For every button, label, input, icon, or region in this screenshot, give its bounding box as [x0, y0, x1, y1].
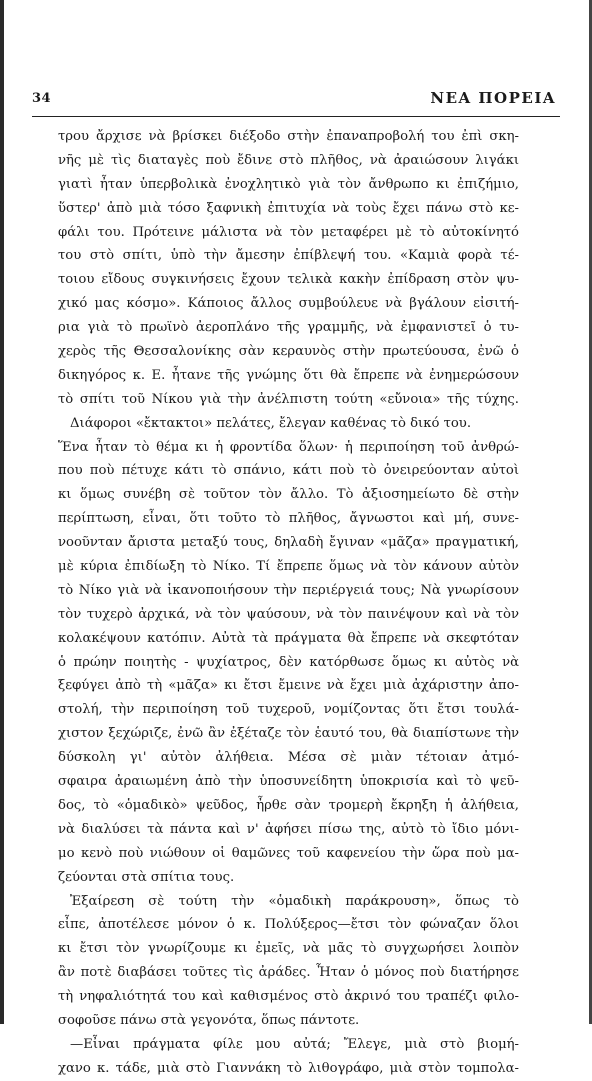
text-line: ζεύονται στὰ σπίτια τους.: [58, 869, 235, 885]
text-line: γιατὶ ἦταν ὑπερβολικὰ ἐνοχλητικὸ γιὰ τὸν ἄνθρωπο κι ἐπιζήμιο,: [58, 176, 519, 192]
text-line: τὸν τυχερὸ ἀρχικά, νὰ τὸν ψαύσουν, νὰ τὸν παινέψουν καὶ νὰ τὸν: [58, 606, 519, 622]
scan-edge-left: [0, 0, 4, 1024]
text-line: τοιου εἴδους συγκινήσεις ἔχουν τελικὰ κακὴν ἐπίδραση στὸν ψυ-: [58, 272, 519, 288]
text-line: κι ἔτσι τὸν γνωρίζουμε κι ἐμεῖς, νὰ μᾶς τὸ συγχωρήσει λοιπὸν: [58, 941, 519, 957]
text-line: χιστον ξεχώριζε, ἐνῶ ἂν ἐξέταζε τὸν ἑαυτό του, θὰ διαπίστωνε τὴν: [58, 726, 519, 742]
text-line: ὁ πρώην ποιητὴς - ψυχίατρος, δὲν κατόρθωσε ὅμως κι αὐτὸς νὰ: [58, 654, 519, 670]
text-line: μὲ κύρια ἐπιδίωξη τὸ Νίκο. Τί ἔπρεπε ὅμως νὰ τὸν κάνουν αὐτὸν: [58, 559, 519, 575]
text-line: τρου ἄρχισε νὰ βρίσκει διέξοδο στὴν ἐπαναπροβολή του ἐπὶ σκη-: [58, 129, 519, 144]
text-line: —Εἶναι πράγματα φίλε μου αὐτά; Ἔλεγε, μιὰ στὸ βιομή-: [70, 1036, 519, 1052]
page-number: 34: [32, 91, 52, 106]
text-line: χικό μας κόσμο». Κάποιος ἄλλος συμβούλευε νὰ βγάλουν εἰσιτή-: [58, 296, 519, 312]
text-line: φάλι του. Πρότεινε μάλιστα νὰ τὸν μεταφέρει μὲ τὸ αὐτοκίνητό: [58, 224, 519, 240]
body-text: [58, 125, 519, 1081]
text-line: Ἐξαίρεση σὲ τούτη τὴν «ὁμαδικὴ παράκρουση», ὅπως τὸ: [70, 893, 519, 909]
text-line: κι ὅμως συνέβη σὲ τοῦτον τὸν ἄλλο. Τὸ ἀξιοσημείωτο δὲ στὴν: [58, 487, 519, 503]
text-line: δικηγόρος κ. Ε. ἦτανε τῆς γνώμης ὅτι θὰ ἔπρεπε νὰ ἐνημερώσουν: [58, 367, 519, 383]
text-line: ξεφύγει ἀπὸ τὴ «μᾶζα» κι ἔτσι ἔμεινε νὰ ἔχει μιὰ ἀχάριστην ἀπο-: [58, 678, 519, 694]
text-line: του στὸ σπίτι, ὑπὸ τὴν ἄμεσην ἐπίβλεψή του. «Καμιὰ φορὰ τέ-: [58, 248, 519, 264]
text-line: Ἕνα ἦταν τὸ θέμα κι ἡ φροντίδα ὅλων· ἡ περιποίηση τοῦ ἀνθρώ-: [58, 439, 519, 455]
text-line: περίπτωση, εἶναι, ὅτι τοῦτο τὸ πλῆθος, ἄγνωστοι καὶ μή, συνε-: [58, 511, 519, 527]
text-line: νὰ διαλύσει τὰ πάντα καὶ ν' ἀφήσει πίσω της, αὐτὸ τὸ ἴδιο μόνι-: [58, 821, 519, 837]
header-rule: [32, 116, 560, 117]
text-line: σοφοῦσε πάνω στὰ γεγονότα, ὅπως πάντοτε.: [58, 1012, 360, 1028]
text-line: στολή, τὴν περιποίηση τοῦ τυχεροῦ, νομίζοντας ὅτι ἔτσι τουλά-: [58, 702, 519, 718]
text-line: Διάφοροι «ἔκτακτοι» πελάτες, ἔλεγαν καθένας τὸ δικό του.: [70, 415, 472, 431]
text-line: νῆς μὲ τὶς διαταγὲς ποὺ ἔδινε στὸ πλῆθος, νὰ ἀραιώσουν λιγάκι: [58, 152, 519, 168]
text-line: τὸ Νίκο γιὰ νὰ ἱκανοποιήσουν τὴν περιέργειά τους; Νὰ γνωρίσουν: [58, 582, 519, 598]
text-line: ἂν ποτὲ διαβάσει τοῦτες τὶς ἀράδες. Ἦταν ὁ μόνος ποὺ διατήρησε: [58, 965, 519, 981]
text-line: νοοῦνταν ἄριστα μεταξύ τους, δηλαδὴ ἔγιναν «μᾶζα» πραγματική,: [58, 535, 519, 551]
text-line: δος, τὸ «ὁμαδικὸ» ψεῦδος, ἦρθε σὰν τρομερὴ ἔκρηξη ἡ ἀλήθεια,: [58, 797, 519, 813]
text-line: που ποὺ πέτυχε κάτι τὸ σπάνιο, κάτι ποὺ τὸ ὀνειρεύονταν αὐτοὶ: [58, 463, 519, 479]
running-title: ΝΕΑ ΠΟΡΕΙΑ: [430, 89, 556, 107]
text-line: χερὸς τῆς Θεσσαλονίκης σὰν κεραυνὸς στὴν πρωτεύουσα, ἐνῶ ὁ: [58, 344, 519, 360]
text-line: μο κενὸ ποὺ νιώθουν οἱ θαμῶνες τοῦ καφενείου τὴν ὥρα ποὺ μα-: [58, 845, 519, 861]
text-line: εἶπε, ἀποτέλεσε μόνον ὁ κ. Πολύξερος—ἔτσι τὸν φώναζαν ὅλοι: [58, 917, 519, 933]
text-line: χανο κ. τάδε, μιὰ στὸ Γιαννάκη τὸ λιθογράφο, μιὰ στὸν τομπολα-: [58, 1060, 519, 1076]
text-line: ὕστερ' ἀπὸ μιὰ τόσο ξαφνικὴ ἐπιτυχία νὰ τοὺς ἔχει πάνω στὸ κε-: [58, 200, 519, 216]
page-header: [32, 91, 564, 113]
text-line: τὸ σπίτι τοῦ Νίκου γιὰ τὴν ἀνέλπιστη τούτη «εὔνοια» τῆς τύχης.: [58, 391, 519, 407]
text-line: δύσκολη γι' αὐτὸν ἀλήθεια. Μέσα σὲ μιὰν τέτοιαν ἀτμό-: [58, 750, 519, 766]
text-line: κολακέψουν κατόπιν. Αὐτὰ τὰ πράγματα θὰ ἔπρεπε νὰ σκεφτόταν: [58, 630, 519, 646]
text-line: τὴ νηφαλιότητά του καὶ καθισμένος στὸ ἀκρινό του τραπέζι φιλο-: [58, 989, 519, 1005]
text-line: ρια γιὰ τὸ πρωϊνὸ ἀεροπλάνο τῆς γραμμῆς, νὰ ἐμφανιστεῖ ὁ τυ-: [58, 320, 519, 336]
text-line: σφαιρα ἀραιωμένη ἀπὸ τὴν ὑποσυνείδητη ὑποκρισία καὶ τὸ ψεῦ-: [58, 774, 519, 790]
